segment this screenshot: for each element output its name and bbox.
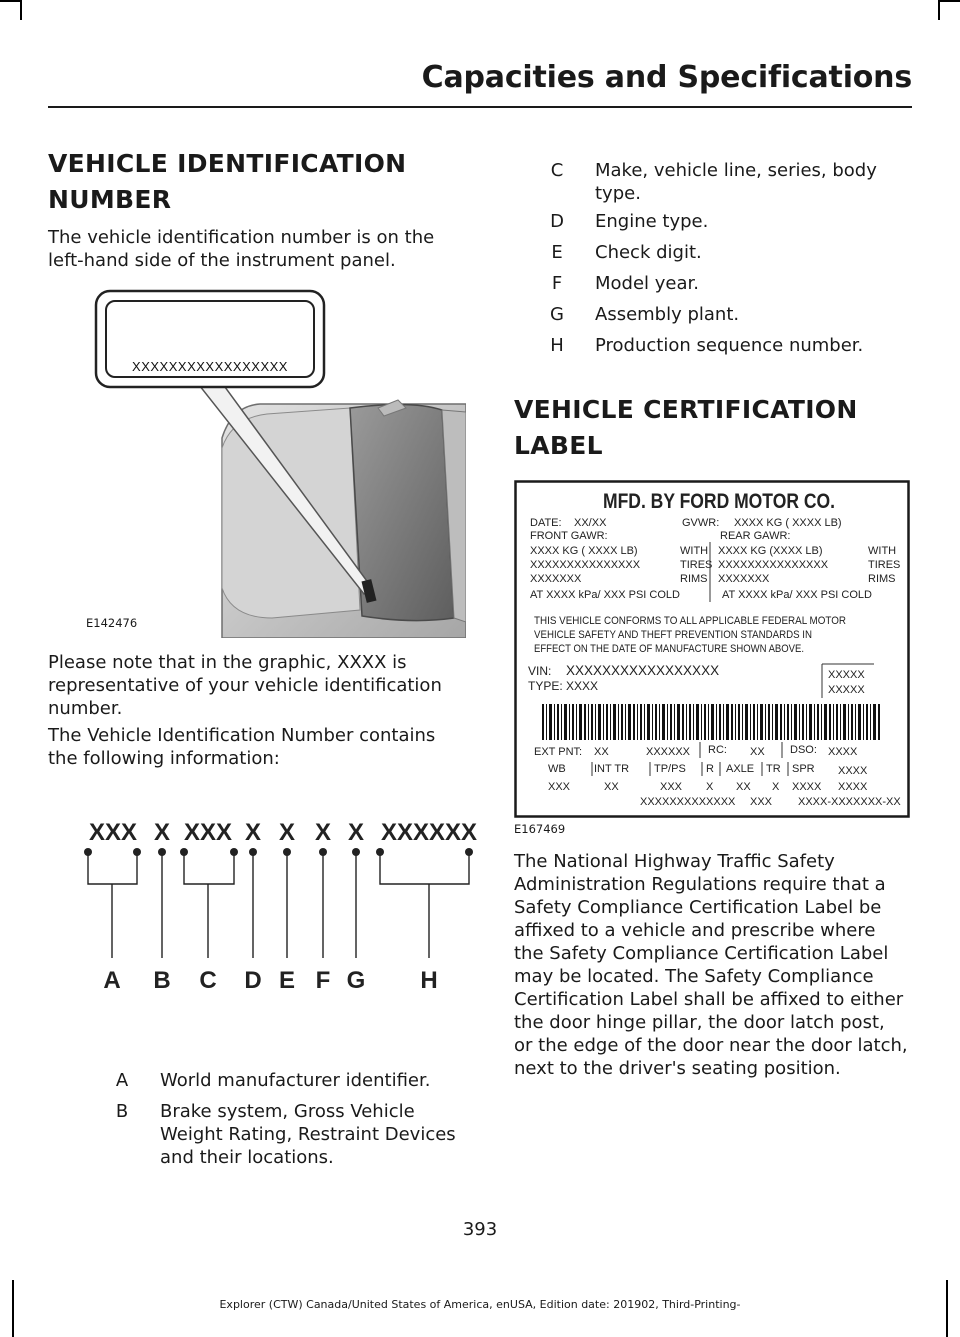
header-divider: [48, 106, 912, 108]
vin-note: Please note that in the graphic, XXXX is representative of your vehicle identification number.: [48, 652, 442, 719]
svg-text:TR: TR: [766, 763, 781, 775]
figure-code-e142476: E142476: [86, 616, 138, 630]
svg-text:AXLE: AXLE: [726, 763, 755, 775]
vin-group-h: XXXXXX: [380, 819, 478, 846]
svg-text:XX: XX: [594, 746, 609, 758]
svg-text:XXXXXXXXXXXXX: XXXXXXXXXXXXX: [640, 796, 736, 808]
vin-group-b: X: [153, 819, 171, 846]
svg-text:X: X: [706, 781, 714, 793]
crop-mark: [940, 0, 960, 2]
svg-text:X: X: [772, 781, 780, 793]
svg-text:INT TR: INT TR: [594, 763, 630, 775]
svg-text:XX: XX: [604, 781, 619, 793]
svg-text:XXXXXXXXXXXXXXX: XXXXXXXXXXXXXXX: [718, 559, 829, 571]
vin-contains: The Vehicle Identification Number contains the following information:: [48, 725, 436, 769]
vin-group-e: X: [278, 819, 296, 846]
page-number: 393: [462, 1219, 498, 1240]
vin-group-f: X: [314, 819, 332, 846]
svg-text:GVWR:: GVWR:: [682, 517, 720, 529]
vin-location-figure: [82, 288, 466, 638]
figure-code-e167469: E167469: [514, 822, 566, 836]
svg-text:XX: XX: [736, 781, 751, 793]
svg-text:XX: XX: [750, 746, 765, 758]
svg-text:THIS VEHICLE CONFORMS TO ALL A: THIS VEHICLE CONFORMS TO ALL APPLICABLE FEDERAL MOTOR: [534, 615, 847, 627]
svg-text:XXXXXXXXXXXXXXX: XXXXXXXXXXXXXXX: [530, 559, 641, 571]
svg-text:XXXXX: XXXXX: [828, 669, 865, 681]
svg-text:XXXX: XXXX: [828, 746, 858, 758]
vin-plate-text: XXXXXXXXXXXXXXXXX: [132, 359, 288, 374]
svg-text:RIMS: RIMS: [868, 573, 896, 585]
svg-text:WITH: WITH: [868, 545, 897, 557]
svg-text:XXXX-XXXXXXX-XX: XXXX-XXXXXXX-XX: [798, 796, 901, 808]
svg-text:XXX: XXX: [548, 781, 571, 793]
svg-text:DSO:: DSO:: [790, 744, 817, 756]
certification-label-figure: [514, 480, 910, 818]
vin-heading: VEHICLE IDENTIFICATION NUMBER: [48, 149, 407, 214]
svg-text:EXT PNT:: EXT PNT:: [534, 746, 583, 758]
crop-mark: [20, 0, 22, 20]
vin-label-f: F: [315, 967, 331, 994]
svg-text:REAR GAWR:: REAR GAWR:: [720, 530, 791, 542]
svg-text:XXXXXXX: XXXXXXX: [718, 573, 770, 585]
svg-text:XXXX KG ( XXXX LB): XXXX KG ( XXXX LB): [530, 545, 638, 557]
svg-text:WB: WB: [548, 763, 566, 775]
vin-label-a: A: [103, 967, 121, 994]
vin-label-h: H: [420, 967, 438, 994]
cert-body: The National Highway Traffic Safety Administration Regulations require that a Safety Compliance Certification Label be affixed to a vehicle and prescribe where the Safety Compliance Certification Label may be located. The Safety Compliance Certification Label shall be affixed to either the door hinge pillar, the door latch post, or the edge of the door near the door latch, next to the driver's seating position.: [514, 851, 908, 1079]
crop-mark: [938, 0, 940, 20]
vin-group-a: XXX: [88, 819, 138, 846]
svg-text:AT XXXX kPa/ XXX PSI: AT XXXX kPa/ XXX PSI COLD: [722, 589, 872, 601]
svg-text:EFFECT ON THE DATE OF MANUFACT: EFFECT ON THE DATE OF MANUFACTURE SHOWN ABOVE.: [534, 643, 804, 655]
svg-text:XXXX KG (XXXX LB): XXXX KG (XXXX LB): [718, 545, 823, 557]
page-header-title: Capacities and Specifications: [421, 60, 912, 95]
svg-text:XXXX: XXXX: [566, 679, 599, 693]
svg-text:AT XXXX kPa/ XXX P: AT XXXX kPa/ XXX PSI COLD: [530, 589, 680, 601]
vin-label-d: D: [244, 967, 262, 994]
svg-text:VIN:: VIN:: [528, 664, 552, 678]
vin-intro: The vehicle identification number is on the left-hand side of the instrument panel.: [48, 227, 435, 271]
svg-text:R: R: [706, 763, 714, 775]
vin-breakdown-figure: [80, 812, 478, 996]
vin-group-d: X: [244, 819, 262, 846]
svg-text:TIRES: TIRES: [680, 559, 713, 571]
svg-text:XXXX: XXXX: [838, 781, 868, 793]
svg-text:SPR: SPR: [792, 763, 815, 775]
vin-label-c: C: [199, 967, 217, 994]
svg-text:XXXXXXXXXXXXXXXXX: XXXXXXXXXXXXXXXXX: [566, 663, 720, 678]
vin-group-c: XXX: [183, 819, 233, 846]
svg-text:TYPE:: TYPE:: [528, 679, 563, 693]
svg-text:XXXXXX: XXXXXX: [646, 746, 691, 758]
svg-text:WITH: WITH: [680, 545, 709, 557]
svg-text:RIMS: RIMS: [680, 573, 708, 585]
cert-heading: VEHICLE CERTIFICATION LABEL: [514, 395, 858, 460]
label-title: MFD. BY FORD MOTOR CO.: [603, 490, 835, 513]
vin-label-b: B: [153, 967, 171, 994]
svg-text:XXXXX: XXXXX: [828, 684, 865, 696]
svg-text:RC:: RC:: [708, 744, 727, 756]
svg-text:DATE:: DATE:: [530, 517, 562, 529]
svg-text:XXXXXXX: XXXXXXX: [530, 573, 582, 585]
svg-text:XXXX: XXXX: [792, 781, 822, 793]
svg-text:XX/XX: XX/XX: [574, 517, 607, 529]
barcode: [542, 704, 880, 740]
document-info: Explorer (CTW) Canada/United States of America, enUSA, Edition date: 201902, Third-Printing-: [219, 1298, 741, 1311]
vin-label-e: E: [278, 967, 296, 994]
svg-text:VEHICLE SAFETY AND THEFT PREVE: VEHICLE SAFETY AND THEFT PREVENTION STANDARDS IN: [534, 629, 813, 641]
svg-text:XXXX: XXXX: [838, 765, 868, 777]
vin-label-g: G: [346, 967, 366, 994]
svg-text:TIRES: TIRES: [868, 559, 901, 571]
svg-text:XXX: XXX: [750, 796, 773, 808]
svg-text:TP/PS: TP/PS: [654, 763, 686, 775]
svg-text:XXX: XXX: [660, 781, 683, 793]
svg-text:FRONT GAWR:: FRONT GAWR:: [530, 530, 608, 542]
vin-group-g: X: [347, 819, 365, 846]
svg-text:XXXX KG ( XXXX LB): XXXX KG ( XXXX LB): [734, 517, 842, 529]
crop-mark: [0, 0, 20, 2]
